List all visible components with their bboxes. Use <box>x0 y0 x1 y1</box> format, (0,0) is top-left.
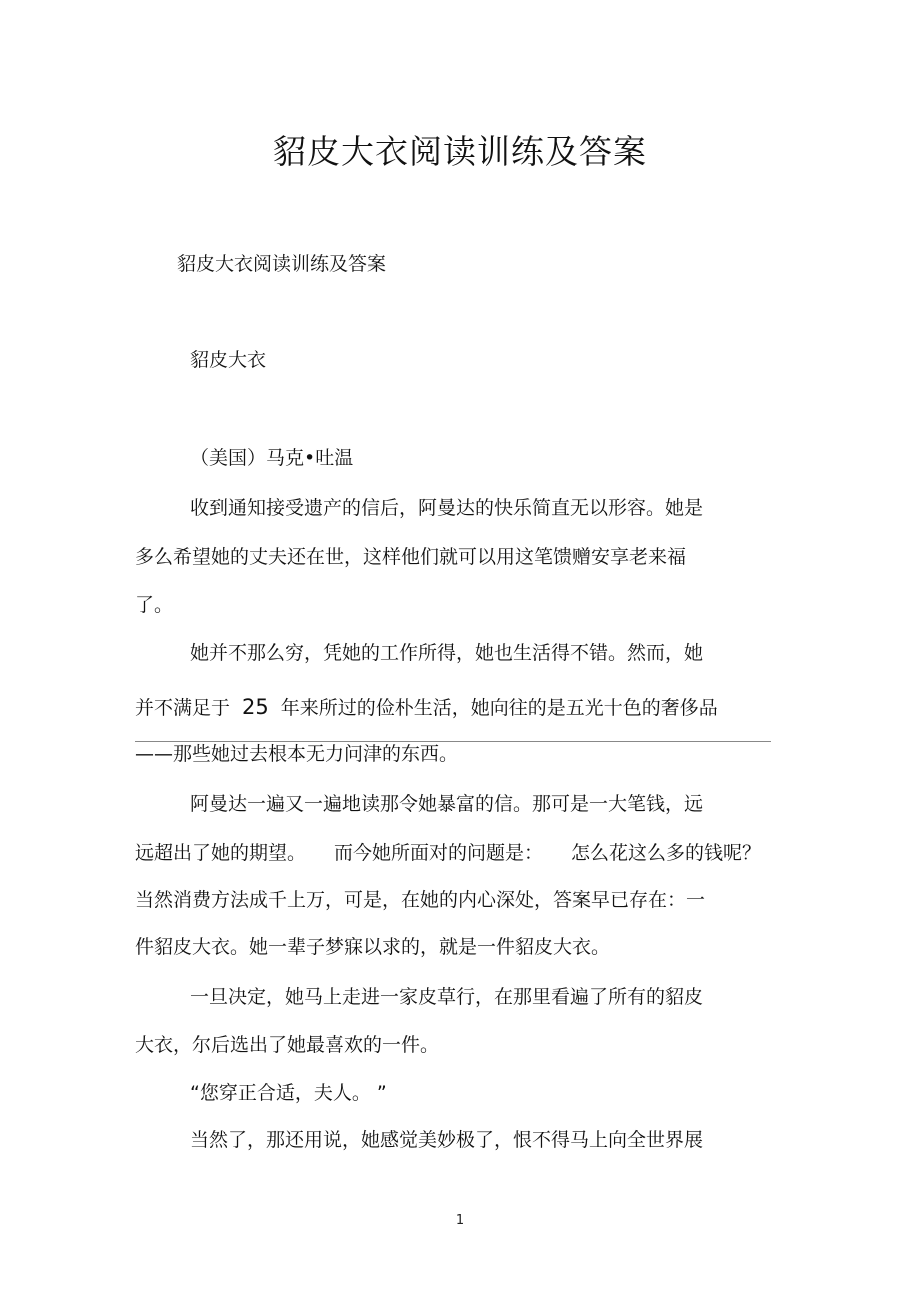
paragraph-3-line-2 <box>135 839 761 867</box>
paragraph-1-line-3: 了。 <box>135 594 174 616</box>
paragraph-2-line-3: ——那些她过去根本无力问津的东西。 <box>135 743 459 765</box>
paragraph-6-line-1: 当然了，那还用说，她感觉美妙极了，恨不得马上向全世界展 <box>190 1129 704 1151</box>
paragraph-4-line-1: 一旦决定，她马上走进一家皮草行，在那里看遍了所有的貂皮 <box>190 986 704 1008</box>
paragraph-3-line-4: 件貂皮大衣。她一辈子梦寐以求的，就是一件貂皮大衣。 <box>135 936 611 958</box>
paragraph-3-line-2-part-c: 怎么花这么多的钱呢？ <box>571 842 762 864</box>
paragraph-2-line-1: 她并不那么穷，凭她的工作所得，她也生活得不错。然而，她 <box>190 642 704 664</box>
paragraph-3-line-2-part-a: 远超出了她的期望。 <box>135 842 307 864</box>
years-number: 25 <box>242 695 269 719</box>
paragraph-1-line-1: 收到通知接受遗产的信后，阿曼达的快乐简直无以形容。她是 <box>190 497 704 519</box>
paragraph-2-line-2 <box>135 693 718 722</box>
paragraph-3-line-1: 阿曼达一遍又一遍地读那令她暴富的信。那可是一大笔钱，远 <box>190 793 704 815</box>
paragraph-2-line-2-start: 并不满足于 <box>135 697 231 719</box>
author-line: （美国）马克•吐温 <box>190 447 354 469</box>
paragraph-3-line-3: 当然消费方法成千上万，可是，在她的内心深处，答案早已存在：一 <box>135 889 706 911</box>
subtitle: 貂皮大衣阅读训练及答案 <box>177 253 387 275</box>
paragraph-3-line-2-part-b: 而今她所面对的问题是： <box>334 842 544 864</box>
page-number: 1 <box>455 1213 465 1228</box>
paragraph-4-line-2: 大衣，尔后选出了她最喜欢的一件。 <box>135 1034 440 1056</box>
story-title: 貂皮大衣 <box>190 349 267 371</box>
document-title: 貂皮大衣阅读训练及答案 <box>273 132 647 171</box>
paragraph-5-line-1: “您穿正合适，夫人。 ” <box>190 1082 387 1104</box>
paragraph-1-line-2: 多么希望她的丈夫还在世，这样他们就可以用这笔馈赠安享老来福 <box>135 546 687 568</box>
paragraph-2-line-2-end: 年来所过的俭朴生活，她向往的是五光十色的奢侈品 <box>280 697 718 719</box>
